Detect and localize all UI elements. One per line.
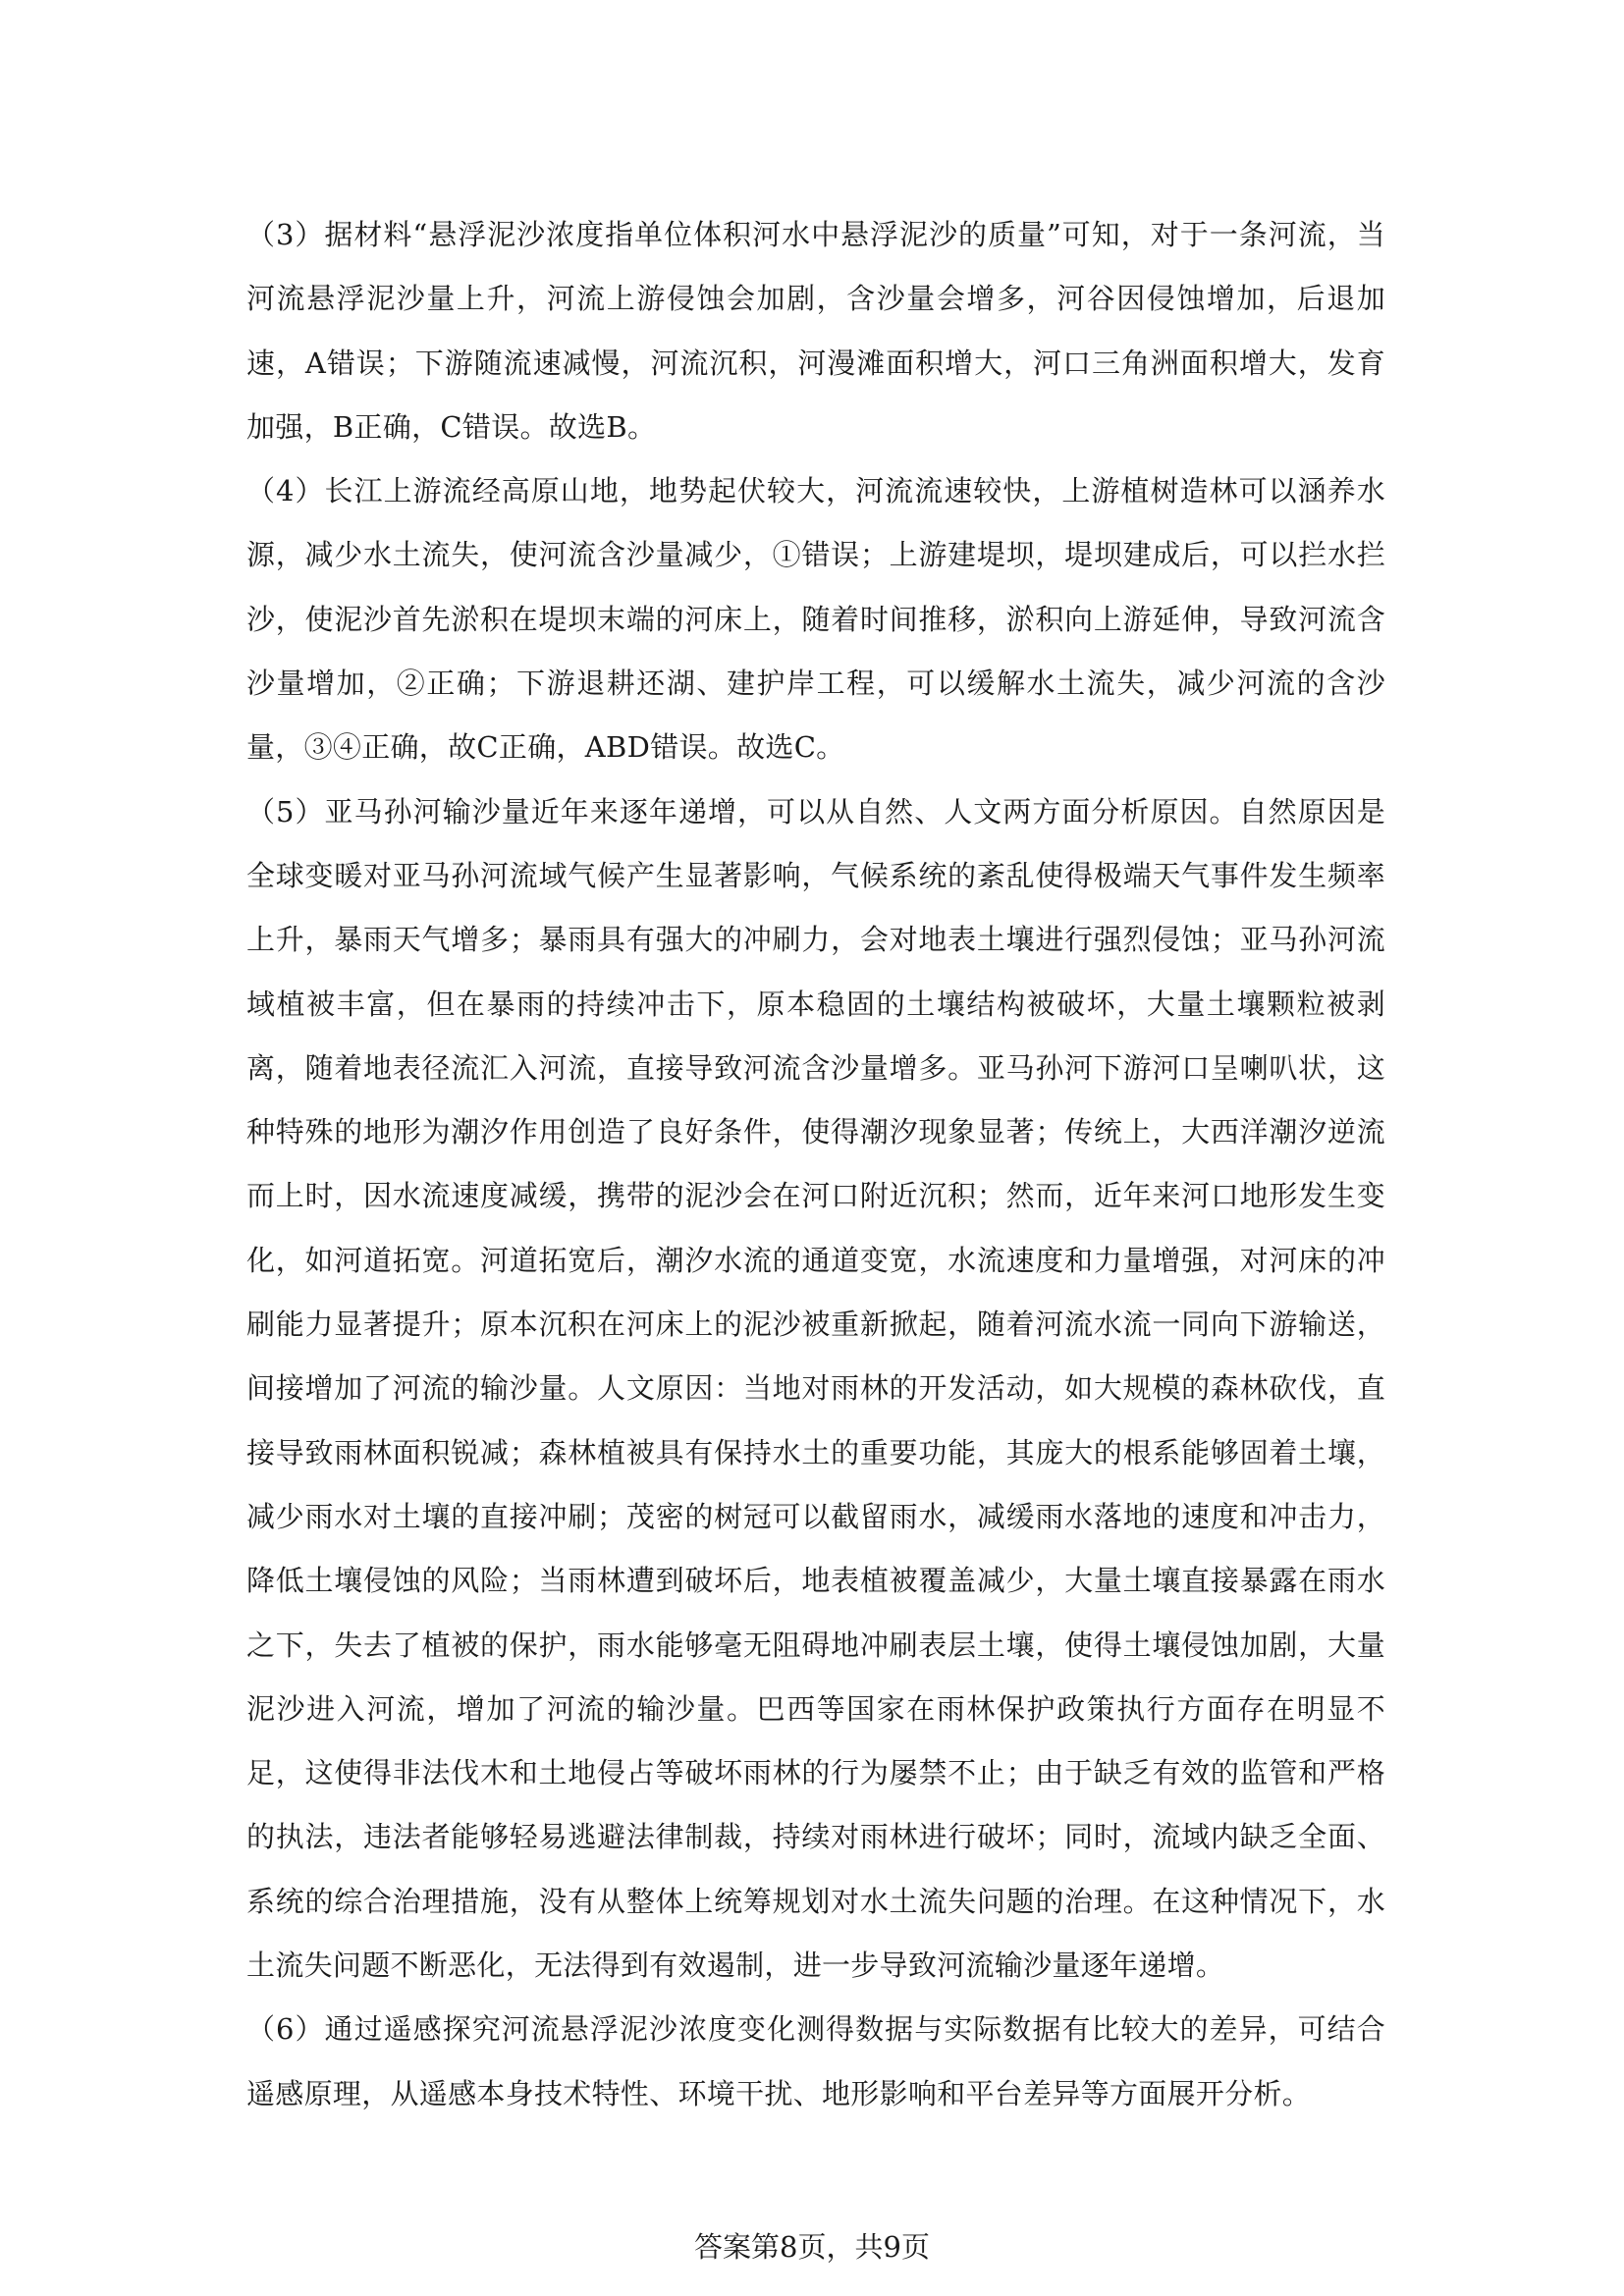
answer-paragraph-4: （4）长江上游流经高原山地，地势起伏较大，河流流速较快，上游植树造林可以涵养水源，减少水土流失，使河流含沙量减少，①错误；上游建堤坝，堤坝建成后，可以拦水拦沙，使泥沙首先淤积在堤坝末端的河床上，随着时间推移，淤积向上游延伸，导致河流含沙量增加，②正确；下游退耕还湖、建护岸工程，可以缓解水土流失，减少河流的含沙量，③④正确，故C正确，ABD错误。故选C。 <box>246 474 1385 765</box>
answer-text-body <box>246 203 1385 2126</box>
answer-paragraph-5: （5）亚马孙河输沙量近年来逐年递增，可以从自然、人文两方面分析原因。自然原因是全球变暖对亚马孙河流域气候产生显著影响，气候系统的紊乱使得极端天气事件发生频率上升，暴雨天气增多；暴雨具有强大的冲刷力，会对地表土壤进行强烈侵蚀；亚马孙河流域植被丰富，但在暴雨的持续冲击下，原本稳固的土壤结构被破坏，大量土壤颗粒被剥离，随着地表径流汇入河流，直接导致河流含沙量增多。亚马孙河下游河口呈喇叭状，这种特殊的地形为潮汐作用创造了良好条件，使得潮汐现象显著；传统上，大西洋潮汐逆流而上时，因水流速度减缓，携带的泥沙会在河口附近沉积；然而，近年来河口地形发生变化，如河道拓宽。河道拓宽后，潮汐水流的通道变宽，水流速度和力量增强，对河床的冲刷能力显著提升；原本沉积在河床上的泥沙被重新掀起，随着河流水流一同向下游输送，间接增加了河流的输沙量。人文原因：当地对雨林的开发活动，如大规模的森林砍伐，直接导致雨林面积锐减；森林植被具有保持水土的重要功能，其庞大的根系能够固着土壤，减少雨水对土壤的直接冲刷；茂密的树冠可以截留雨水，减缓雨水落地的速度和冲击力，降低土壤侵蚀的风险；当雨林遭到破坏后，地表植被覆盖减少，大量土壤直接暴露在雨水之下，失去了植被的保护，雨水能够毫无阻碍地冲刷表层土壤，使得土壤侵蚀加剧，大量泥沙进入河流，增加了河流的输沙量。巴西等国家在雨林保护政策执行方面存在明显不足，这使得非法伐木和土地侵占等破坏雨林的行为屡禁不止；由于缺乏有效的监管和严格的执法，违法者能够轻易逃避法律制裁，持续对雨林进行破坏；同时，流域内缺乏全面、系统的综合治理措施，没有从整体上统筹规划对水土流失问题的治理。在这种情况下，水土流失问题不断恶化，无法得到有效遏制，进一步导致河流输沙量逐年递增。 <box>246 794 1385 1983</box>
page-footer: 答案第8页，共9页 <box>694 2230 930 2264</box>
answer-paragraph-3: （3）据材料“悬浮泥沙浓度指单位体积河水中悬浮泥沙的质量”可知，对于一条河流，当河流悬浮泥沙量上升，河流上游侵蚀会加剧，含沙量会增多，河谷因侵蚀增加，后退加速，A错误；下游随流速减慢，河流沉积，河漫滩面积增大，河口三角洲面积增大，发育加强，B正确，C错误。故选B。 <box>246 218 1385 444</box>
answer-paragraph-6: （6）通过遥感探究河流悬浮泥沙浓度变化测得数据与实际数据有比较大的差异，可结合遥感原理，从遥感本身技术特性、环境干扰、地形影响和平台差异等方面展开分析。 <box>246 2012 1385 2110</box>
